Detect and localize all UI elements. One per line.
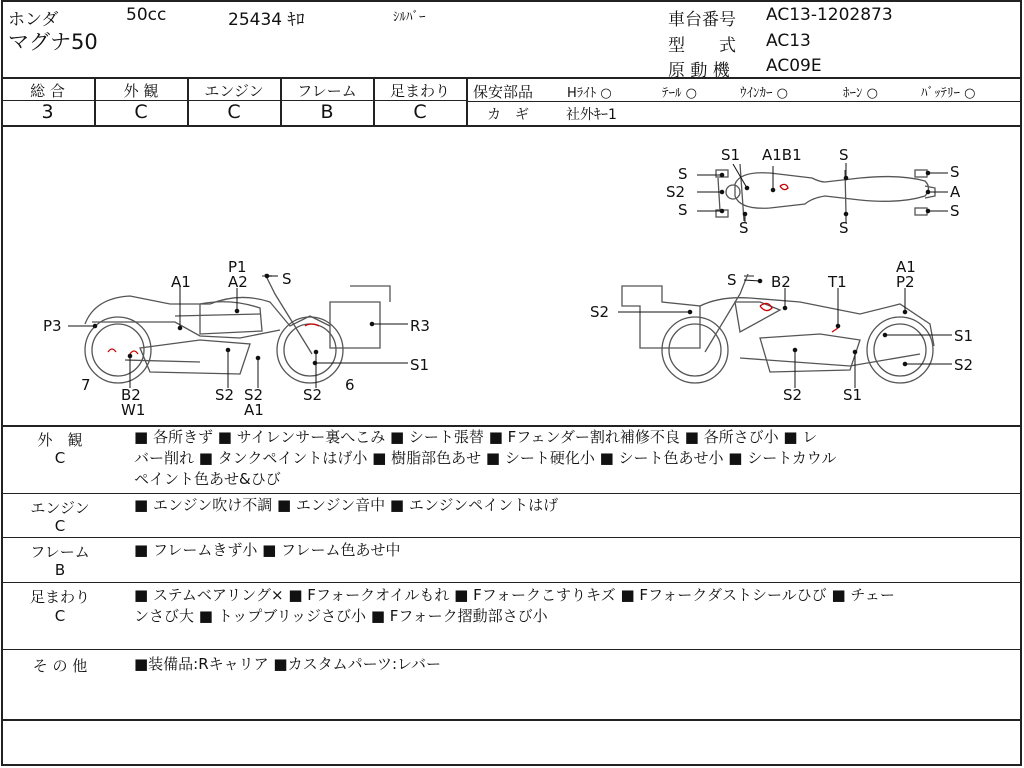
safety-item-headlight: Hﾗｲﾄ ○: [567, 86, 612, 101]
section-divider: [1, 493, 1022, 494]
grade-divider: [466, 77, 468, 125]
safety-label: 保安部品: [473, 83, 534, 101]
section-divider: [1, 582, 1022, 583]
label: A1B1: [762, 146, 802, 164]
label: A1: [244, 401, 264, 419]
type-value: AC13: [766, 31, 811, 51]
label: S2: [954, 356, 974, 374]
safety-item-horn: ﾎｰﾝ ○: [843, 86, 878, 101]
label: B2: [771, 273, 791, 291]
mileage: 25434 ｷﾛ: [228, 10, 305, 30]
label: 6: [345, 376, 355, 394]
label: S2: [303, 386, 323, 404]
grade-frame-label: フレーム: [297, 82, 357, 100]
safety-item-battery: ﾊﾞｯﾃﾘｰ ○: [921, 86, 976, 101]
label: P3: [43, 317, 62, 335]
section-engine-line: ■ エンジン吹け不調 ■ エンジン音中 ■ エンジンペイントはげ: [134, 496, 559, 514]
top-view-bike: [716, 164, 935, 221]
section-other-label: そ の 他: [32, 657, 88, 675]
label: S: [839, 219, 849, 237]
sections-bottom-line: [1, 719, 1022, 721]
section-exterior-label: 外 観: [37, 431, 83, 449]
section-suspension-label: 足まわり: [29, 588, 90, 606]
label: A: [950, 183, 961, 201]
section-suspension-line: ■ ステムベアリング× ■ Fフォークオイルもれ ■ Fフォークこすりキズ ■ Fフォークダストシールひび ■ チェー: [134, 586, 895, 604]
label: W1: [121, 401, 146, 419]
grade-overall-value: 3: [41, 101, 54, 123]
section-exterior-line: ペイント色あせ&ひび: [134, 470, 281, 488]
key-value: 社外ｷｰ1: [566, 107, 617, 123]
body-color: ｼﾙﾊﾞｰ: [393, 10, 426, 25]
maker: ホンダ: [8, 10, 59, 30]
label: A2: [228, 273, 248, 291]
grade-frame-value: B: [320, 101, 334, 123]
safety-item-tail: ﾃｰﾙ ○: [662, 86, 697, 101]
label: S2: [783, 386, 803, 404]
frame-no: AC13-1202873: [766, 5, 893, 25]
label: T1: [828, 273, 847, 291]
label: P1: [228, 258, 247, 276]
grade-suspension-label: 足まわり: [389, 82, 450, 100]
section-exterior-line: ■ 各所きず ■ サイレンサー裏へこみ ■ シート張替 ■ Fフェンダー割れ補修不良 ■ 各所さび小 ■ レ: [134, 428, 818, 446]
label: S: [839, 146, 849, 164]
label: S: [678, 201, 688, 219]
section-exterior-line: バー削れ ■ タンクペイントはげ小 ■ 樹脂部色あせ ■ シート硬化小 ■ シート色あせ小 ■ シートカウル: [134, 449, 837, 467]
section-divider: [1, 649, 1022, 650]
label: B2: [121, 386, 141, 404]
model-name: マグナ50: [8, 30, 98, 54]
label: S2: [666, 183, 686, 201]
label: P2: [896, 273, 915, 291]
label: S: [727, 271, 737, 289]
label: S2: [215, 386, 235, 404]
label: S1: [410, 356, 430, 374]
engine-value: AC09E: [766, 56, 822, 76]
section-frame-label: フレーム: [30, 543, 90, 561]
label: S2: [590, 303, 610, 321]
type-label: 型 式: [668, 36, 736, 56]
frame-no-label: 車台番号: [668, 10, 736, 30]
section-engine-label: エンジン: [30, 499, 90, 517]
label: S: [950, 163, 960, 181]
grade-table-top-line: [1, 77, 1022, 79]
grade-engine-label: エンジン: [204, 82, 264, 100]
label: S2: [244, 386, 264, 404]
grade-exterior-label: 外 観: [123, 82, 159, 100]
safety-mid-line: [467, 101, 1022, 102]
grade-overall-label: 総 合: [30, 82, 65, 100]
section-exterior-grade: C: [54, 449, 66, 467]
label: S: [678, 165, 688, 183]
key-label: カ ギ: [487, 107, 529, 123]
label: S1: [721, 146, 741, 164]
section-engine-grade: C: [54, 517, 66, 535]
engine-label: 原 動 機: [668, 61, 730, 81]
grade-suspension-value: C: [413, 101, 427, 123]
label: S: [282, 270, 292, 288]
grade-exterior-value: C: [134, 101, 148, 123]
damage-diagram: [0, 126, 1024, 426]
section-frame-grade: B: [54, 561, 66, 579]
section-other-line: ■装備品:Rキャリア ■カスタムパーツ:レバー: [134, 655, 441, 673]
label: S: [739, 219, 749, 237]
label: S1: [954, 327, 974, 345]
section-suspension-grade: C: [54, 607, 66, 625]
label: 7: [81, 376, 91, 394]
label: S: [950, 202, 960, 220]
label: A1: [896, 258, 916, 276]
label: S1: [843, 386, 863, 404]
label: R3: [410, 317, 430, 335]
displacement: 50cc: [126, 5, 167, 25]
grade-engine-value: C: [227, 101, 241, 123]
section-divider: [1, 537, 1022, 538]
section-frame-line: ■ フレームきず小 ■ フレーム色あせ中: [134, 541, 401, 559]
section-suspension-line: ンさび大 ■ トップブリッジさび小 ■ Fフォーク摺動部さび小: [134, 607, 548, 625]
label: A1: [171, 273, 191, 291]
safety-item-winker: ｳｲﾝｶｰ ○: [740, 86, 788, 101]
